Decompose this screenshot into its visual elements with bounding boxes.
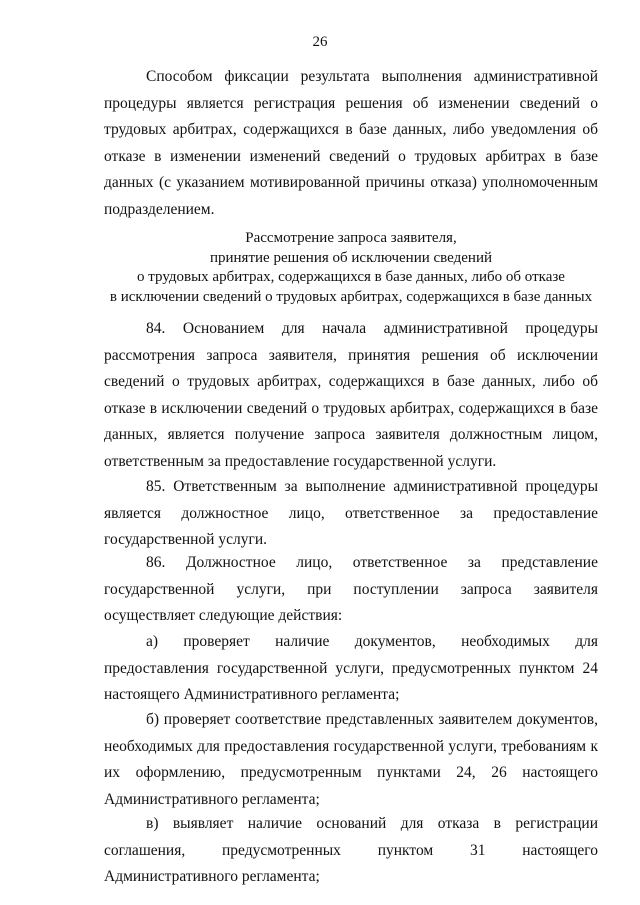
paragraph-86: 86. Должностное лицо, ответственное за представление государственной услуги, при поступлении запроса заявителя осуществляет следующие действия:: [104, 554, 598, 624]
paragraph-84: 84. Основанием для начала административной процедуры рассмотрения запроса заявителя, принятия решения об исключении сведений о трудовых арбитрах, содержащихся в базе данных, либо об отказе в исключении сведений о трудовых арбитрах, содержащихся в базе данных, является получение запроса заявителя должностным лицом, ответственным за предоставление государственной услуги.: [104, 320, 598, 470]
paragraph-85: 85. Ответственным за выполнение административной процедуры является должностное лицо, ответственное за предоставление государственной услуги.: [104, 478, 598, 548]
list-item-a: а) проверяет наличие документов, необходимых для предоставления государственной услуги, предусмотренных пунктом 24 настоящего Административного регламента;: [104, 633, 598, 703]
heading-line-2: принятие решения об исключении сведений: [209, 249, 493, 266]
heading-line-1: Рассмотрение запроса заявителя,: [245, 230, 457, 246]
heading-line-4: в исключении сведений о трудовых арбитрах, содержащихся в базе данных: [109, 288, 593, 305]
list-item-b: б) проверяет соответствие представленных заявителем документов, необходимых для предоставления государственной услуги, требованиям к их оформлению, предусмотренным пунктами 24, 26 настоящего Административного регламента;: [104, 711, 598, 808]
paragraph-intro: Способом фиксации результата выполнения административной процедуры является регистрация решения об изменении сведений о трудовых арбитрах, содержащихся в базе данных, либо уведомления об отказе в изменении изменений сведений о трудовых арбитрах в базе данных (с указанием мотивированной причины отказа) уполномоченным подразделением.: [104, 68, 598, 218]
heading-line-3: о трудовых арбитрах, содержащихся в базе данных, либо об отказе: [137, 269, 565, 285]
page-number: 26: [312, 34, 328, 50]
list-item-c: в) выявляет наличие оснований для отказа в регистрации соглашения, предусмотренных пунктом 31 настоящего Административного регламента;: [104, 815, 598, 885]
section-heading: [104, 229, 598, 307]
